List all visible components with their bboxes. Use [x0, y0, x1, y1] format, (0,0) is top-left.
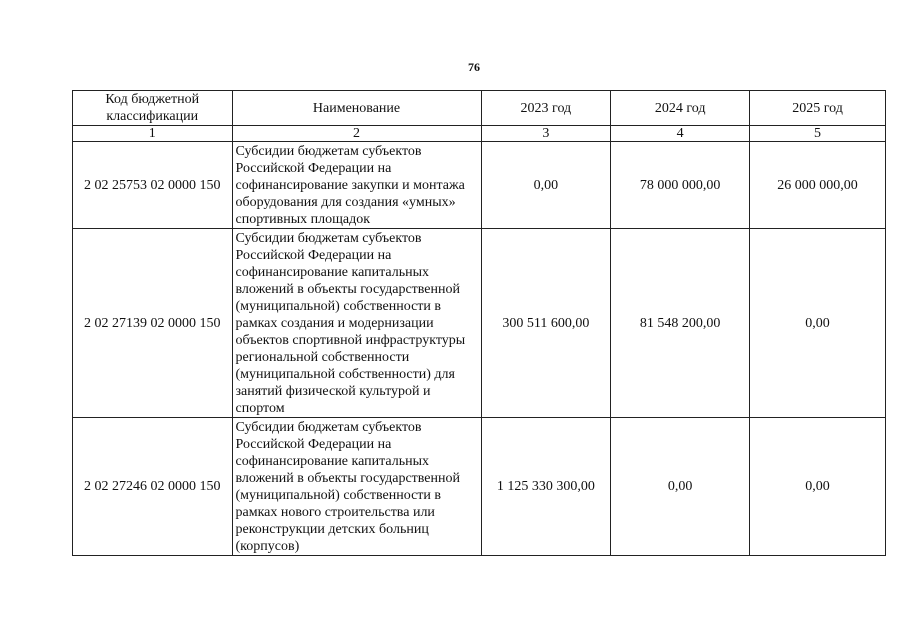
- name-cell: Субсидии бюджетам субъектов Российской Федерации на софинансирование капитальных вложений в объекты государственной (муниципальной) собственности в рамках нового строительства или реконструкции детских больниц (корпусов): [232, 418, 481, 556]
- budget-code-cell: 2 02 27139 02 0000 150: [73, 229, 233, 418]
- column-number: 2: [232, 126, 481, 142]
- header-2024: 2024 год: [611, 91, 750, 126]
- column-number-row: [73, 126, 886, 142]
- header-2023: 2023 год: [481, 91, 611, 126]
- column-number: 5: [750, 126, 886, 142]
- table-row: [73, 142, 886, 229]
- amount-2024-cell: 81 548 200,00: [611, 229, 750, 418]
- amount-2023-cell: 0,00: [481, 142, 611, 229]
- budget-table: [72, 90, 886, 556]
- amount-2023-cell: 1 125 330 300,00: [481, 418, 611, 556]
- name-cell: Субсидии бюджетам субъектов Российской Федерации на софинансирование капитальных вложений в объекты государственной (муниципальной) собственности в рамках создания и модернизации объектов спортивной инфраструктуры региональной собственности (муниципальной собственности) для занятий физической культурой и спортом: [232, 229, 481, 418]
- name-cell: Субсидии бюджетам субъектов Российской Федерации на софинансирование закупки и монтажа оборудования для создания «умных» спортивных площадок: [232, 142, 481, 229]
- amount-2025-cell: 0,00: [750, 229, 886, 418]
- header-name: Наименование: [232, 91, 481, 126]
- table-row: [73, 229, 886, 418]
- column-number: 1: [73, 126, 233, 142]
- header-code: Код бюджетной классификации: [73, 91, 233, 126]
- amount-2024-cell: 78 000 000,00: [611, 142, 750, 229]
- amount-2023-cell: 300 511 600,00: [481, 229, 611, 418]
- amount-2025-cell: 0,00: [750, 418, 886, 556]
- table-header-row: [73, 91, 886, 126]
- budget-code-cell: 2 02 25753 02 0000 150: [73, 142, 233, 229]
- amount-2024-cell: 0,00: [611, 418, 750, 556]
- page-number: 76: [468, 60, 480, 74]
- column-number: 4: [611, 126, 750, 142]
- amount-2025-cell: 26 000 000,00: [750, 142, 886, 229]
- budget-code-cell: 2 02 27246 02 0000 150: [73, 418, 233, 556]
- header-2025: 2025 год: [750, 91, 886, 126]
- column-number: 3: [481, 126, 611, 142]
- table-row: [73, 418, 886, 556]
